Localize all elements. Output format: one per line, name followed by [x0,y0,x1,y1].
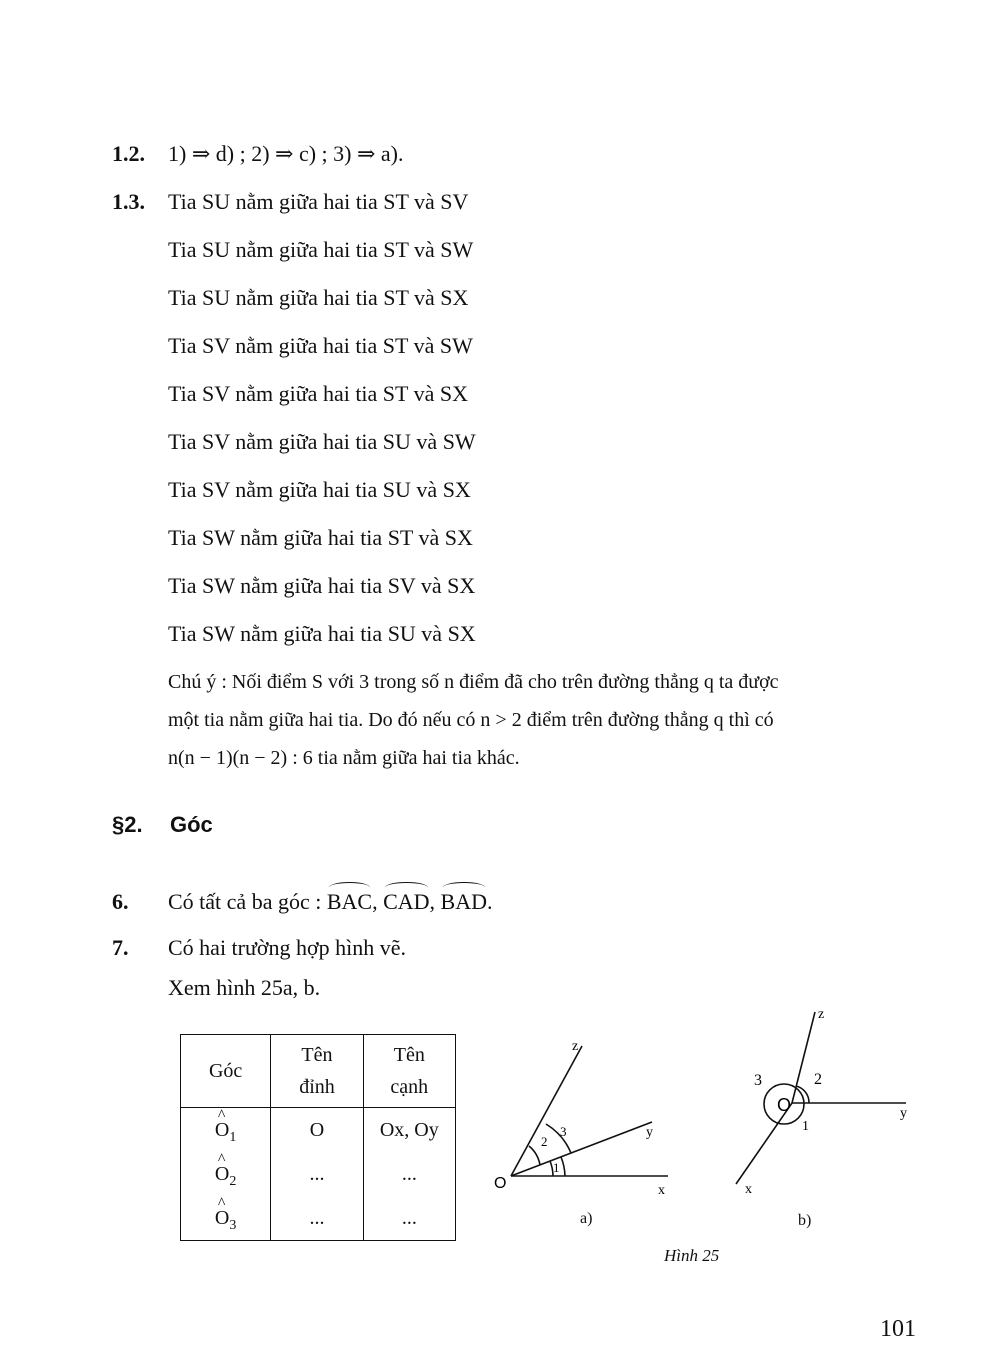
arc-angle-1b [561,1157,565,1176]
label-o: O [777,1095,792,1115]
note-line: một tia nằm giữa hai tia. Do đó nếu có n > 2 điểm trên đường thẳng q thì có [168,709,774,731]
arc-angle-2 [529,1146,540,1165]
vertex-cell: ... [309,1163,325,1185]
ray-oz [792,1012,815,1103]
label-1: 1 [553,1160,560,1175]
ray-statement: Tia SU nằm giữa hai tia ST và SX [168,285,469,310]
angle-cad: CAD [383,889,430,914]
ray-statement: Tia SV nằm giữa hai tia SU và SX [168,477,471,502]
label-x: x [658,1183,665,1198]
ray-ox [736,1103,792,1184]
ray-statement: Tia SU nằm giữa hai tia ST và SW [168,237,474,262]
label-y: y [646,1125,653,1140]
section-title: Góc [170,812,213,837]
label-x: x [745,1182,752,1197]
terminator: . [487,889,493,914]
label-y: y [900,1106,907,1121]
sides-column [363,1108,455,1241]
label-3: 3 [754,1072,762,1089]
header-line: Tên [301,1044,333,1066]
header-line: Tên [393,1044,425,1066]
item-number-1-2: 1.2. [112,141,145,166]
angle-bac: BAC [326,889,373,914]
label-1: 1 [802,1119,809,1134]
ray-statement: Tia SW nằm giữa hai tia ST và SX [168,525,473,550]
label-z: z [572,1039,579,1054]
caption-a: a) [580,1210,593,1227]
page-number: 101 [880,1316,916,1342]
answer-7-line2: Xem hình 25a, b. [168,975,321,1000]
figure-title: Hình 25 [664,1246,720,1265]
ray-statement: Tia SU nằm giữa hai tia ST và SV [168,189,469,214]
ray-oz [511,1046,582,1176]
label-2: 2 [541,1134,548,1149]
note-line: Chú ý : Nối điểm S với 3 trong số n điểm đã cho trên đường thẳng q ta được [168,671,779,693]
answer-1-2: 1) ⇒ d) ; 2) ⇒ c) ; 3) ⇒ a). [168,141,404,166]
item-number-6: 6. [112,889,129,914]
ray-statement: Tia SV nằm giữa hai tia ST và SW [168,333,473,358]
header-ten-dinh [271,1035,363,1108]
angle-cell: ^ $O_1$ [181,1108,270,1152]
sides-cell: Ox, Oy [379,1119,439,1141]
answer-6 [168,888,493,916]
angle-cell: ^ $O_2$ [181,1152,270,1196]
arc-reflex [764,1084,804,1124]
label-3: 3 [560,1124,567,1139]
arc-angle-3 [546,1124,571,1153]
label-o: O [494,1175,507,1192]
answer-6-prefix: Có tất cả ba góc : [168,889,322,914]
separator: , [429,889,436,914]
arc-angle-1 [550,1161,553,1176]
angle-column [181,1108,271,1241]
angle-cell: ^ $O_3$ [181,1196,270,1240]
vertex-column [271,1108,363,1241]
sides-cell: ... [401,1207,417,1229]
header-line: đỉnh [299,1076,335,1098]
figure-a [511,1046,668,1176]
note-line: n(n − 1)(n − 2) : 6 tia nằm giữa hai tia khác. [168,747,520,769]
label-z: z [818,1007,825,1022]
answer-7-line1: Có hai trường hợp hình vẽ. [168,935,407,960]
ray-statement: Tia SV nằm giữa hai tia SU và SW [168,429,476,454]
item-number-1-3: 1.3. [112,189,145,214]
caption-b: b) [798,1212,812,1229]
label-2: 2 [814,1071,822,1088]
angle-bad: BAD [440,889,487,914]
angle-table [180,1034,456,1241]
sides-cell: ... [401,1163,417,1185]
section-number: §2. [112,812,143,837]
header-goc: Góc [181,1035,271,1108]
ray-statement: Tia SW nằm giữa hai tia SV và SX [168,573,476,598]
vertex-cell: O [309,1119,325,1141]
header-ten-canh [363,1035,455,1108]
header-line: cạnh [390,1076,429,1098]
arc-angle-2 [796,1086,809,1103]
figure-b [736,1012,906,1184]
ray-statement: Tia SW nằm giữa hai tia SU và SX [168,621,476,646]
vertex-cell: ... [309,1207,325,1229]
item-number-7: 7. [112,935,129,960]
separator: , [372,889,378,914]
ray-statement: Tia SV nằm giữa hai tia ST và SX [168,381,468,406]
ray-oy [511,1122,652,1176]
